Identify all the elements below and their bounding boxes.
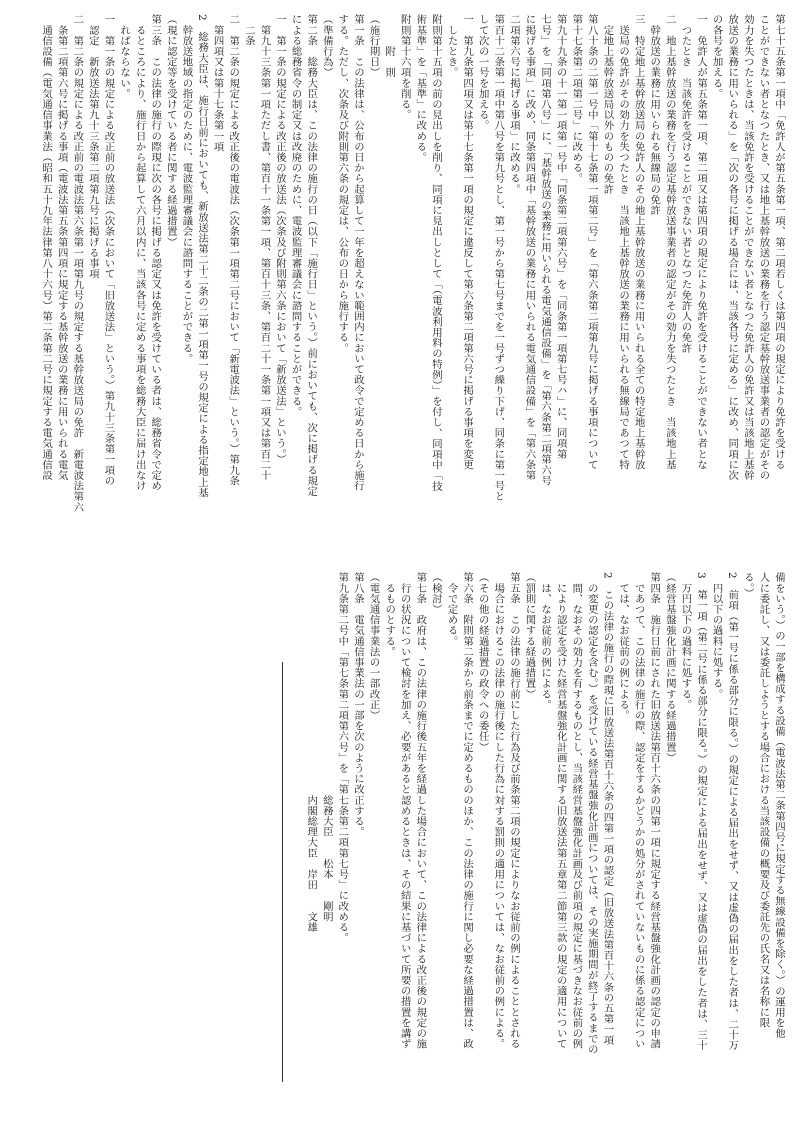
upper-line: 効力を失つたときは、当該免許を受けることができない者となつた免許人の免許又は当該地上基幹 bbox=[741, 14, 754, 481]
upper-line: （準備行為） bbox=[320, 14, 333, 78]
upper-line: に掲げる事項」に改め、同条第四項中「基幹放送の業務に用いられる電気通信設備」を「第六条第 bbox=[523, 14, 536, 481]
upper-line: 第八十条の二第一号中「第十七条第一項第二号」を「第六条第二項第九号に掲げる事項について bbox=[585, 14, 598, 470]
upper-line: 放送の業務に用いられる」を「次の各号に掲げる場合には、当該各号に定める」に改め、同項に次 bbox=[726, 14, 739, 481]
lower-line: 万円以下の過料に処する。 bbox=[679, 572, 692, 710]
upper-line: 送局の免許がその効力を失つたとき 当該地上基幹放送の業務に用いられる無線局であつて特 bbox=[617, 14, 630, 470]
upper-line: 第四項又は第十七条第一項 bbox=[211, 14, 224, 152]
upper-line: 条第二項第六号に掲げる事項（電波法第五条第四項に規定する基幹放送の業務に用いられる電気 bbox=[55, 14, 68, 481]
upper-line: 一 第一条の規定による改正前の放送法（次条において「旧放送法」という。）第九十三条第一項の bbox=[102, 14, 115, 486]
lower-line: （その他の経過措置の政令への委任） bbox=[476, 572, 489, 753]
upper-line: 七号」を「同項第八号」に、「基幹放送の業務に用いられる電気通信設備」を「第六条第二項第六号 bbox=[539, 14, 552, 486]
lower-line: の変更の認定を含む。）を受けている経営基盤強化計画については、その実施期間が終了するまでの bbox=[585, 572, 598, 1055]
upper-line: したとき。 bbox=[445, 14, 458, 78]
lower-line: 第七条 政府は、この法律の施行後五年を経過した場合において、この法律による改正後の規定の施 bbox=[414, 572, 427, 1049]
upper-line: する。ただし、次条及び附則第六条の規定は、公布の日から施行する。 bbox=[336, 14, 349, 354]
upper-line: 通信設備（電気通信事業法（昭和五十九年法律第八十六号）第二条第二号に規定する電気通信設 bbox=[40, 14, 53, 481]
upper-line: 第九十九条の十一第一項第一号中「同条第二項第六号」を「同条第一項第七号ハ」に、同項第 bbox=[554, 14, 567, 460]
upper-line: 第二条 総務大臣は、この法律の施行の日（以下「施行日」という。）前においても、次に掲げる規定 bbox=[305, 14, 318, 497]
upper-line: 附則第十六項を削る。 bbox=[398, 14, 411, 120]
upper-line: 二 第二条の規定による改正前の電波法第六条第一項第九号の規定する基幹放送局の免許 新電波法第六 bbox=[71, 14, 84, 513]
lower-line: る。） bbox=[741, 572, 754, 599]
upper-line: して次の一号を加える。 bbox=[476, 14, 489, 131]
upper-line: ればならない。 bbox=[118, 14, 131, 99]
lower-line: 第九条第二号中「第七条第二項第六号」を「第七条第二項第七号」に改める。 bbox=[336, 572, 349, 943]
lower-line: 場合におけるこの法律の施行後にした行為に対する罰則の適用については、なお従前の例による。 bbox=[492, 572, 505, 1049]
lower-line: 第五条 この法律の施行前にした行為及び前条第二項の規定によりなお従前の例によることとされる bbox=[507, 572, 520, 1049]
upper-line: 第百十二条第一項中第八号を第九号とし、第一号から第七号までを一号ずつ繰り下げ、同条に第一号と bbox=[492, 14, 505, 502]
upper-line: 第三条 この法律の施行の際現に次の各号に掲げる認定又は免許を受けている者は、総務省令で定め bbox=[149, 14, 162, 491]
upper-line: 一 第一条の規定による改正後の放送法（次条及び附則第六条において「新放送法」という。） bbox=[274, 14, 286, 465]
upper-line: （現に認定等を受けている者に関する経過措置） bbox=[164, 14, 177, 248]
upper-line: 定地上基幹放送局以外のものの免許 bbox=[601, 14, 614, 195]
upper-line: 認定 新放送法第九十三条第二項第九号に掲げる事項 bbox=[86, 14, 99, 279]
lower-line: 間、なおその効力を有するものとし、当該経営基盤強化計画及び前項の規定に基づきなお従前の例 bbox=[570, 572, 583, 1049]
upper-line: るところにより、施行日から起算して六月以内に、当該各号に定める事項を総務大臣に届け出なけ bbox=[133, 14, 146, 491]
lower-line: （電気通信事業法の一部改正） bbox=[367, 572, 380, 721]
lower-line: 人に委託し、又は委託しようとする場合における当該設備の概要及び委託先の氏名又は名称に限 bbox=[757, 572, 770, 1028]
upper-line: ことができない者となつたとき、又は地上基幹放送の業務を行う認定基幹放送事業者の認定がその bbox=[757, 14, 770, 481]
lower-line: 行の状況について検討を加え、必要があると認めるときは、その結果に基づいて所要の措置を講ず bbox=[398, 572, 411, 1049]
lower-line: （経営基盤強化計画に関する経過措置） bbox=[663, 572, 676, 763]
upper-line: 二条 bbox=[242, 14, 255, 46]
lower-line: るものとする。 bbox=[383, 572, 396, 657]
upper-line: 第七十五条第一項中「免許人が第五条第一項、第二項若しくは第四項の規定により免許を受ける bbox=[773, 14, 785, 470]
upper-line: 一 免許人が第五条第一項、第二項又は第四項の規定により免許を受けることができない者とな bbox=[695, 14, 708, 470]
lower-line: （検討） bbox=[429, 572, 442, 615]
upper-line: 附則第十五項の前の見出しを削り、同項に見出しとして「（電波利用料の特例）」を付し、同項中「技 bbox=[429, 14, 442, 492]
upper-line: 二項第六号に掲げる事項」に改める。 bbox=[507, 14, 520, 195]
upper-line: 二 第二条の規定による改正後の電波法（次条第一項第二号において「新電波法」という。）第九条 bbox=[227, 14, 240, 486]
lower-line: により認定を受けた経営基盤強化計画に関する旧放送法第五章第二節第三款の規定の適用について bbox=[554, 572, 567, 1049]
upper-line: 一 第九条第四項又は第十七条第一項の規定に違反して第六条第二項第六号に掲げる事項を変更 bbox=[461, 14, 474, 470]
lower-line: 令で定める。 bbox=[445, 572, 458, 647]
lower-line: 円以下の過料に処する。 bbox=[710, 572, 723, 700]
lower-line: 第四条 施行日前にされた旧放送法第百十六条の四第一項に規定する経営基盤強化計画の認定の申請 bbox=[648, 572, 661, 1049]
lower-line: であつて、この法律の施行の際、認定をするかどうかの処分がされていないものに係る認定につい bbox=[632, 572, 645, 1049]
upper-line: 第十七条第二項第二号」に改める。 bbox=[570, 14, 583, 184]
upper-line: 術基準」を「基準」に改める。 bbox=[414, 14, 427, 163]
upper-line: 二 地上基幹放送の業務を行う認定基幹放送事業者の認定がその効力を失つたとき 当該地上基 bbox=[663, 14, 676, 470]
upper-line: による総務省令の制定又は改廃のために、電波監理審議会に諮問することができる。 bbox=[289, 14, 302, 417]
lower-line: 備をいう。）の一部を構成する設備（電波法第二条第四号に規定する無線設備を除く。）の運用を他 bbox=[773, 572, 785, 1039]
lower-line: 3 第一項（第二号に係る部分に限る。）の規定による届出をせず、又は虚偽の届出をした者は、三十 bbox=[695, 572, 708, 1051]
lower-line: は、なお従前の例による。 bbox=[539, 572, 552, 710]
upper-line: の各号を加える。 bbox=[710, 14, 723, 99]
lower-line: 内閣総理大臣 岸田 文雄 bbox=[305, 572, 318, 933]
upper-line: 附 則 bbox=[383, 14, 396, 78]
upper-line: 幹放送の業務に用いられる無線局の免許 bbox=[648, 14, 661, 216]
lower-line: （罰則に関する経過措置） bbox=[523, 572, 536, 700]
upper-line: 第一条 この法律は、公布の日から起算して一年を超えない範囲内において政令で定める日から施行 bbox=[351, 14, 364, 491]
upper-line: （施行期日） bbox=[367, 14, 380, 78]
upper-line: 第九十三条第一項ただし書、第百十一条第一項、第百十三条、第百二十一条第一項又は第百二十 bbox=[258, 14, 271, 481]
lower-line: 2 前項（第一号に係る部分に限る。）の規定による届出をせず、又は虚偽の届出をした者は、二十万 bbox=[726, 572, 739, 1051]
lower-line: 第六条 附則第二条から前条までに定めるもののほか、この法律の施行に関し必要な経過措置は、政 bbox=[461, 572, 474, 1049]
upper-line: つたとき 当該免許を受けることができない者となつた免許人の免許 bbox=[679, 14, 692, 354]
lower-line: 総務大臣 松本 剛明 bbox=[320, 572, 333, 922]
lower-text-block bbox=[12, 572, 786, 1117]
lower-line: ては、なお従前の例による。 bbox=[617, 572, 630, 721]
upper-line: 2 総務大臣は、施行日前においても、新放送法第二十二条の二第一項第一号の規定による指定地上基 bbox=[196, 14, 209, 498]
upper-text-block bbox=[12, 14, 786, 556]
signature-divider-line bbox=[282, 662, 283, 1082]
upper-line: 三 特定地上基幹放送局の免許人のその地上基幹放送の業務に用いられる全ての特定地上基幹放 bbox=[632, 14, 645, 470]
upper-line: 幹放送地域の指定のために、電波監理審議会に諮問することができる。 bbox=[180, 14, 193, 364]
lower-line: 2 この法律の施行の際現に旧放送法第百十六条の四第一項の認定（旧放送法第百十六条の五第一項 bbox=[601, 572, 614, 1046]
lower-line: 第八条 電気通信事業法の一部を次のように改正する。 bbox=[351, 572, 364, 837]
